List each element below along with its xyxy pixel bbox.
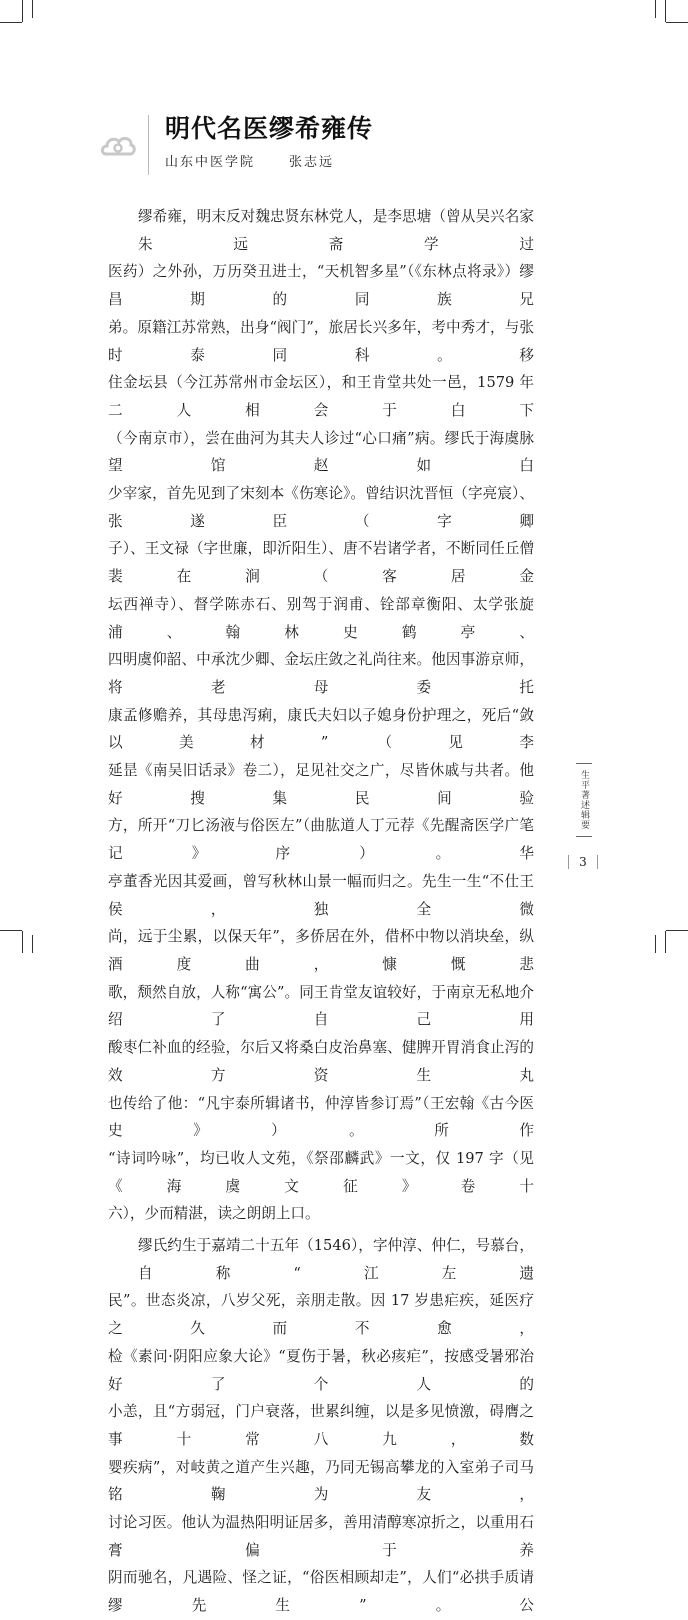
side-tab-label: 生平著述辑要: [579, 770, 589, 830]
text-line: 阴而驰名，凡遇险、怪之证，“俗医相顾却走”，人们“必拱手质请缪先生”。公: [108, 1569, 534, 1615]
text-line: 六），少而精湛，读之朗朗上口。: [108, 1205, 320, 1223]
text-line: 亭董香光因其爱画，曾写秋林山景一幅而归之。先生一生“不仕王侯，独全微: [108, 872, 534, 918]
text-line: 弟。原籍江苏常熟，出身“阀门”，旅居长兴多年，考中秀才，与张时泰同科。移: [108, 318, 534, 364]
text-line: 方，所开“刀匕汤液与俗医左”（曲肱道人丁元荐《先醒斋医学广笔记》序）。华: [108, 817, 534, 863]
text-line: 少宰家，首先见到了宋刻本《伤寒论》。曾结识沈晋恒（字亮宸）、张遂臣（字卿: [108, 485, 534, 530]
crop-mark: [666, 930, 688, 931]
paragraph: [108, 1232, 534, 1620]
crop-mark: [22, 931, 23, 953]
crop-mark: [665, 0, 666, 22]
text-line: 检《素问·阴阳应象大论》“夏伤于暑，秋必痎疟”，按感受暑邪治好了个人的: [108, 1347, 534, 1393]
text-line: “诗词吟咏”，均已收人文苑，《祭邵麟武》一文，仅 197 字（见《海虞文征》卷十: [108, 1149, 534, 1195]
text-line: 婴疾病”，对岐黄之道产生兴趣，乃同无锡高攀龙的入室弟子司马铭鞠为友，: [108, 1458, 534, 1504]
cloud-ornament-icon: [100, 132, 136, 158]
byline: [165, 155, 334, 171]
text-line: 坛西禅寺）、督学陈赤石、别驾于润甫、铨部章衡阳、太学张旋浦、翰林史鹤亭、: [108, 595, 534, 641]
text-line: 四明虞仰韶、中承沈少卿、金坛庄敛之礼尚往来。他因事游京师，将老母委托: [108, 651, 534, 696]
text-line: 民”。世态炎凉，八岁父死，亲朋走散。因 17 岁患疟疾，延医疗之久而不愈，: [108, 1292, 534, 1338]
crop-mark: [0, 930, 22, 931]
text-line: 讨论习医。他认为温热阳明证居多，善用清醇寒凉折之，以重用石膏偏于养: [108, 1514, 534, 1559]
text-line: 住金坛县（今江苏常州市金坛区），和王肯堂共处一邑，1579 年二人相会于白下: [108, 374, 534, 419]
text-line: 也传给了他：“凡宇泰所辑诸书，仲淳皆参订焉”（王宏翰《古今医史》）。所作: [108, 1094, 534, 1140]
crop-mark: [32, 935, 33, 953]
text-line: 酸枣仁补血的经验，尔后又将桑白皮治鼻塞、健脾开胃消食止泻的效方资生丸: [108, 1039, 534, 1084]
crop-mark: [655, 935, 656, 953]
paragraph: [108, 203, 534, 1228]
text-line: 康孟修赡养，其母患泻痢，康氏夫妇以子媳身份护理之，死后“敛以美材”（见李: [108, 706, 534, 752]
text-line: 子）、王文禄（字世廉，即沂阳生）、唐不岩诸学者，不断同任丘僧裴在涧（客居金: [108, 540, 534, 586]
crop-mark: [22, 0, 23, 22]
article-body: [108, 203, 534, 1620]
crop-mark: [665, 931, 666, 953]
crop-mark: [0, 22, 22, 23]
page-number: 3: [568, 853, 598, 871]
article-title: 明代名医缪希雍传: [165, 114, 374, 143]
author-institution: 山东中医学院: [165, 155, 256, 170]
author-name: 张志远: [289, 155, 335, 170]
text-line: 医药）之外孙，万历癸丑进士，“天机智多星”（《东林点将录》）缪昌期的同族兄: [108, 263, 534, 309]
text-line: （今南京市），尝在曲河为其夫人诊过“心口痛”病。缪氏于海虞脉望馆赵如白: [108, 429, 534, 475]
title-divider: [148, 115, 149, 175]
section-side-tab: [576, 763, 592, 837]
crop-mark: [666, 22, 688, 23]
text-line: 缪氏约生于嘉靖二十五年（1546），字仲淳、仲仁，号慕台，自称“江左遗: [138, 1237, 534, 1282]
text-line: 延昰《南吴旧话录》卷二），足见社交之广，尽皆休戚与共者。他好搜集民间验: [108, 762, 534, 807]
text-line: 尚，远于尘累，以保天年”，多侨居在外，借杯中物以消块垒，纵酒度曲，慷慨悲: [108, 928, 534, 973]
text-line: 歌，颓然自放，人称“寓公”。同王肯堂友谊较好，于南京无私地介绍了自己用: [108, 983, 534, 1029]
text-line: 缪希雍，明末反对魏忠贤东林党人，是李思塘（曾从吴兴名家朱远斋学过: [138, 208, 534, 253]
crop-mark: [655, 0, 656, 18]
text-line: 小恙，且“方弱冠，门户衰落，世累纠缠，以是多见愤激，碍膺之事十常八九，数: [108, 1403, 534, 1448]
crop-mark: [32, 0, 33, 18]
